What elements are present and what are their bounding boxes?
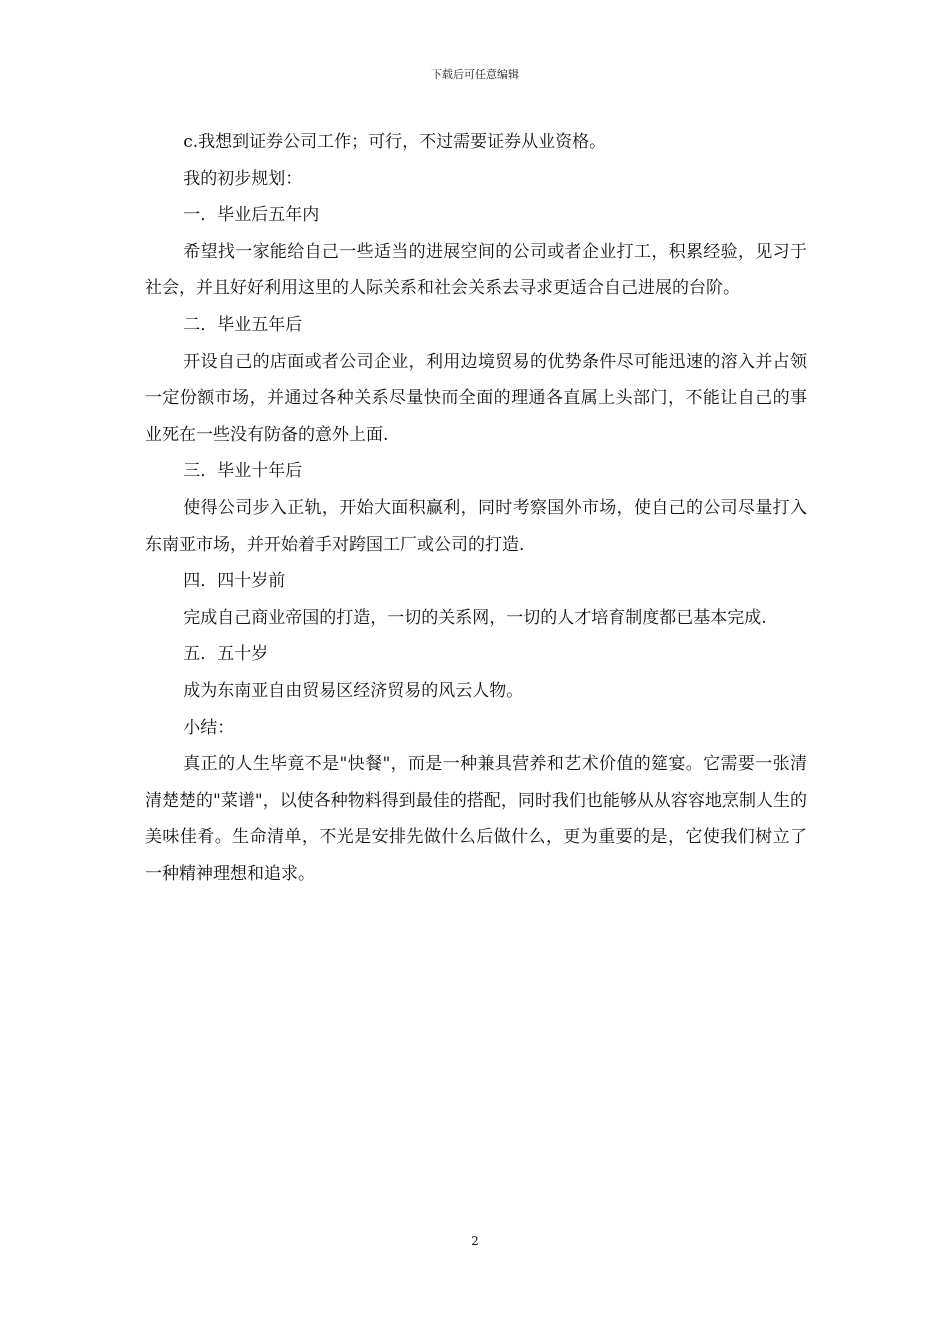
heading-summary: 小结： [183, 717, 235, 738]
heading-stage-5: 五．五十岁 [183, 644, 269, 665]
paragraph-stage-5: 成为东南亚自由贸易区经济贸易的风云人物。 [183, 680, 524, 701]
heading-stage-2: 二．毕业五年后 [183, 314, 303, 335]
document-body [145, 124, 807, 892]
page-header: 下载后可任意编辑 [431, 68, 519, 81]
heading-initial-plan: 我的初步规划： [183, 168, 303, 189]
paragraph-summary: 真正的人生毕竟不是"快餐"，而是一种兼具营养和艺术价值的筵宴。它需要一张清清楚楚的"菜谱"，以使各种物料得到最佳的搭配，同时我们也能够从从容容地烹制人生的美味佳肴。生命清单，不光是安排先做什么后做什么，更为重要的是，它使我们树立了一种精神理想和追求。 [145, 754, 807, 884]
heading-stage-4: 四．四十岁前 [183, 571, 286, 592]
heading-stage-3: 三．毕业十年后 [183, 461, 303, 482]
paragraph-career-option-c: c.我想到证券公司工作；可行，不过需要证券从业资格。 [183, 132, 607, 152]
paragraph-stage-2: 开设自己的店面或者公司企业，利用边境贸易的优势条件尽可能迅速的溶入并占领一定份额市场，并通过各种关系尽量快而全面的理通各直属上头部门，不能让自己的事业死在一些没有防备的意外上面. [145, 351, 807, 445]
page-number: 2 [471, 1234, 479, 1248]
paragraph-stage-3: 使得公司步入正轨，开始大面积赢利，同时考察国外市场，使自己的公司尽量打入东南亚市场，并开始着手对跨国工厂或公司的打造. [145, 497, 807, 555]
paragraph-stage-4: 完成自己商业帝国的打造，一切的关系网，一切的人才培育制度都已基本完成. [183, 607, 767, 628]
paragraph-stage-1: 希望找一家能给自己一些适当的进展空间的公司或者企业打工，积累经验，见习于社会，并且好好利用这里的人际关系和社会关系去寻求更适合自己进展的台阶。 [145, 241, 807, 299]
heading-stage-1: 一．毕业后五年内 [183, 205, 320, 226]
